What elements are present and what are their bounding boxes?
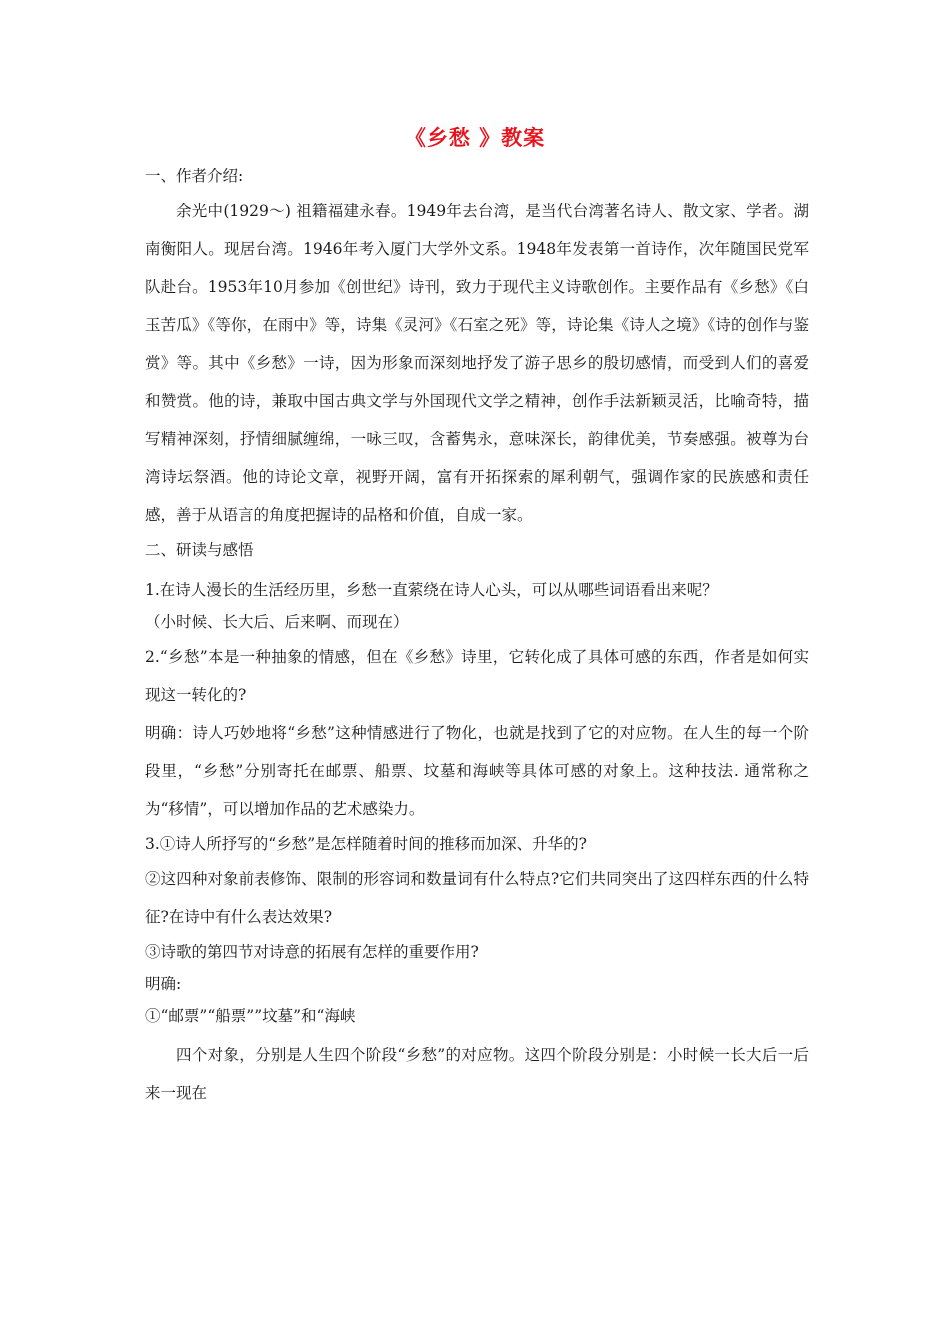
question-3-part-2: ②这四种对象前表修饰、限制的形容词和数量词有什么特点?它们共同突出了这四样东西的什么特征?在诗中有什么表达效果? [145, 870, 809, 926]
question-3-part-3: ③诗歌的第四节对诗意的拓展有怎样的重要作用? [145, 943, 479, 961]
question-2: 2.“乡愁”本是一种抽象的情感，但在《乡愁》诗里，它转化成了具体可感的东西，作者是如何实现这一转化的? [145, 648, 809, 704]
author-introduction-paragraph: 余光中(1929～) 祖籍福建永春。1949年去台湾，是当代台湾著名诗人、散文家、学者。湖南衡阳人。现居台湾。1946年考入厦门大学外文系。1948年发表第一首诗作，次年随国民党军队赴台。1953年10月参加《创世纪》诗刊，致力于现代主义诗歌创作。主要作品有《乡愁》《白玉苦瓜》《等你，在雨中》等，诗集《灵河》《石室之死》等，诗论集《诗人之境》《诗的创作与鉴赏》等。其中《乡愁》一诗，因为形象而深刻地抒发了游子思乡的殷切感情，而受到人们的喜爱和赞赏。他的诗，兼取中国古典文学与外国现代文学之精神，创作手法新颖灵活，比喻奇特，描写精神深刻，抒情细腻缠绵，一咏三叹，含蓄隽永，意味深长，韵律优美，节奏感强。被尊为台湾诗坛祭酒。他的诗论文章，视野开阔，富有开拓探索的犀利朝气，强调作家的民族感和责任感，善于从语言的角度把握诗的品格和价值，自成一家。 [145, 202, 809, 524]
document-body [145, 160, 809, 1112]
answer-3-paragraph: 四个对象，分别是人生四个阶段“乡愁”的对应物。这四个阶段分别是：小时候一长大后一后来一现在 [145, 1046, 809, 1102]
answer-3-item-1: ①“邮票”“船票””坟墓”和“海峡 [145, 1007, 356, 1025]
answer-3-label: 明确: [145, 975, 182, 993]
section-heading-author: 一、作者介绍: [145, 167, 244, 185]
section-heading-study: 二、研读与感悟 [145, 541, 254, 559]
answer-1: （小时候、长大后、后来啊、而现在） [145, 613, 409, 631]
question-1: 1.在诗人漫长的生活经历里，乡愁一直萦绕在诗人心头，可以从哪些词语看出来呢？ [145, 581, 718, 599]
question-3-part-1: 3.①诗人所抒写的“乡愁”是怎样随着时间的推移而加深、升华的? [145, 835, 587, 853]
document-title: 《乡愁 》教案 [404, 126, 546, 150]
answer-2: 明确：诗人巧妙地将“乡愁”这种情感进行了物化，也就是找到了它的对应物。在人生的每一个阶段里，“乡愁”分别寄托在邮票、船票、坟墓和海峡等具体可感的对象上。这种技法. 通常称之为“移情”，可以增加作品的艺术感染力。 [145, 724, 809, 818]
